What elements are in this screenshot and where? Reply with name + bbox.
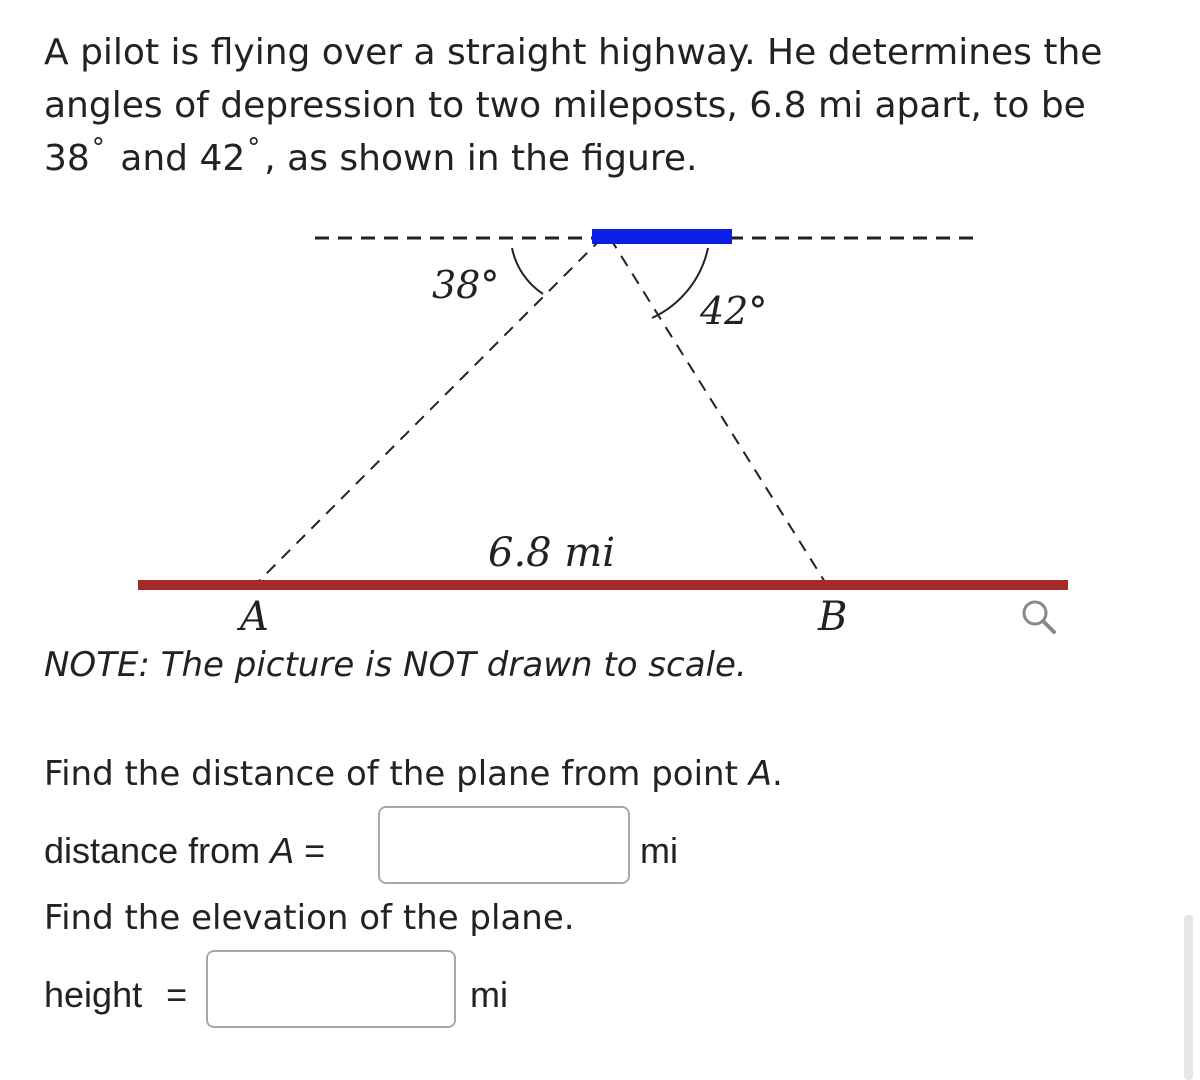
- scrollbar[interactable]: [1184, 915, 1193, 1080]
- question-1-suffix: .: [772, 754, 783, 794]
- problem-line-2: angles of depression to two mileposts, 6.8 mi apart, to be: [44, 85, 1086, 126]
- angle-label-42: 42°: [700, 289, 768, 333]
- angle-arc-38: [512, 248, 543, 294]
- height-answer-input[interactable]: [206, 950, 456, 1028]
- note-text: NOTE: The picture is NOT drawn to scale.: [44, 645, 747, 685]
- distance-label-field: [44, 830, 325, 872]
- point-b-label: B: [818, 594, 848, 640]
- plane: [592, 229, 732, 244]
- height-equals: =: [166, 974, 188, 1015]
- problem-statement: [44, 26, 1154, 189]
- distance-label-suffix: =: [294, 830, 326, 871]
- problem-line-1: A pilot is flying over a straight highway. He determines the: [44, 32, 1103, 73]
- point-a-label: A: [240, 594, 269, 640]
- height-label: height: [44, 974, 143, 1015]
- height-label-field: [44, 974, 187, 1016]
- problem-figure: [0, 200, 1200, 640]
- question-1-prompt: [44, 754, 783, 794]
- degree-symbol: °: [247, 133, 261, 163]
- problem-line-3-end: , as shown in the figure.: [264, 138, 698, 179]
- height-unit: mi: [470, 974, 508, 1015]
- highway: [138, 580, 1068, 590]
- question-1-prefix: Find the distance of the plane from point: [44, 754, 749, 794]
- angle-label-38: 38°: [432, 263, 500, 307]
- distance-answer-input[interactable]: [378, 806, 630, 884]
- question-2-prompt: Find the elevation of the plane.: [44, 898, 575, 938]
- degree-symbol: °: [91, 133, 105, 163]
- magnifier-icon[interactable]: [1018, 596, 1060, 642]
- distance-label-var: A: [270, 830, 295, 871]
- question-1-var: A: [748, 754, 772, 794]
- problem-angle-1: 38: [44, 138, 90, 179]
- problem-angle-2: and 42: [120, 138, 246, 179]
- distance-label: 6.8 mi: [488, 530, 616, 576]
- distance-unit: mi: [640, 830, 678, 871]
- distance-label-prefix: distance from: [44, 830, 271, 871]
